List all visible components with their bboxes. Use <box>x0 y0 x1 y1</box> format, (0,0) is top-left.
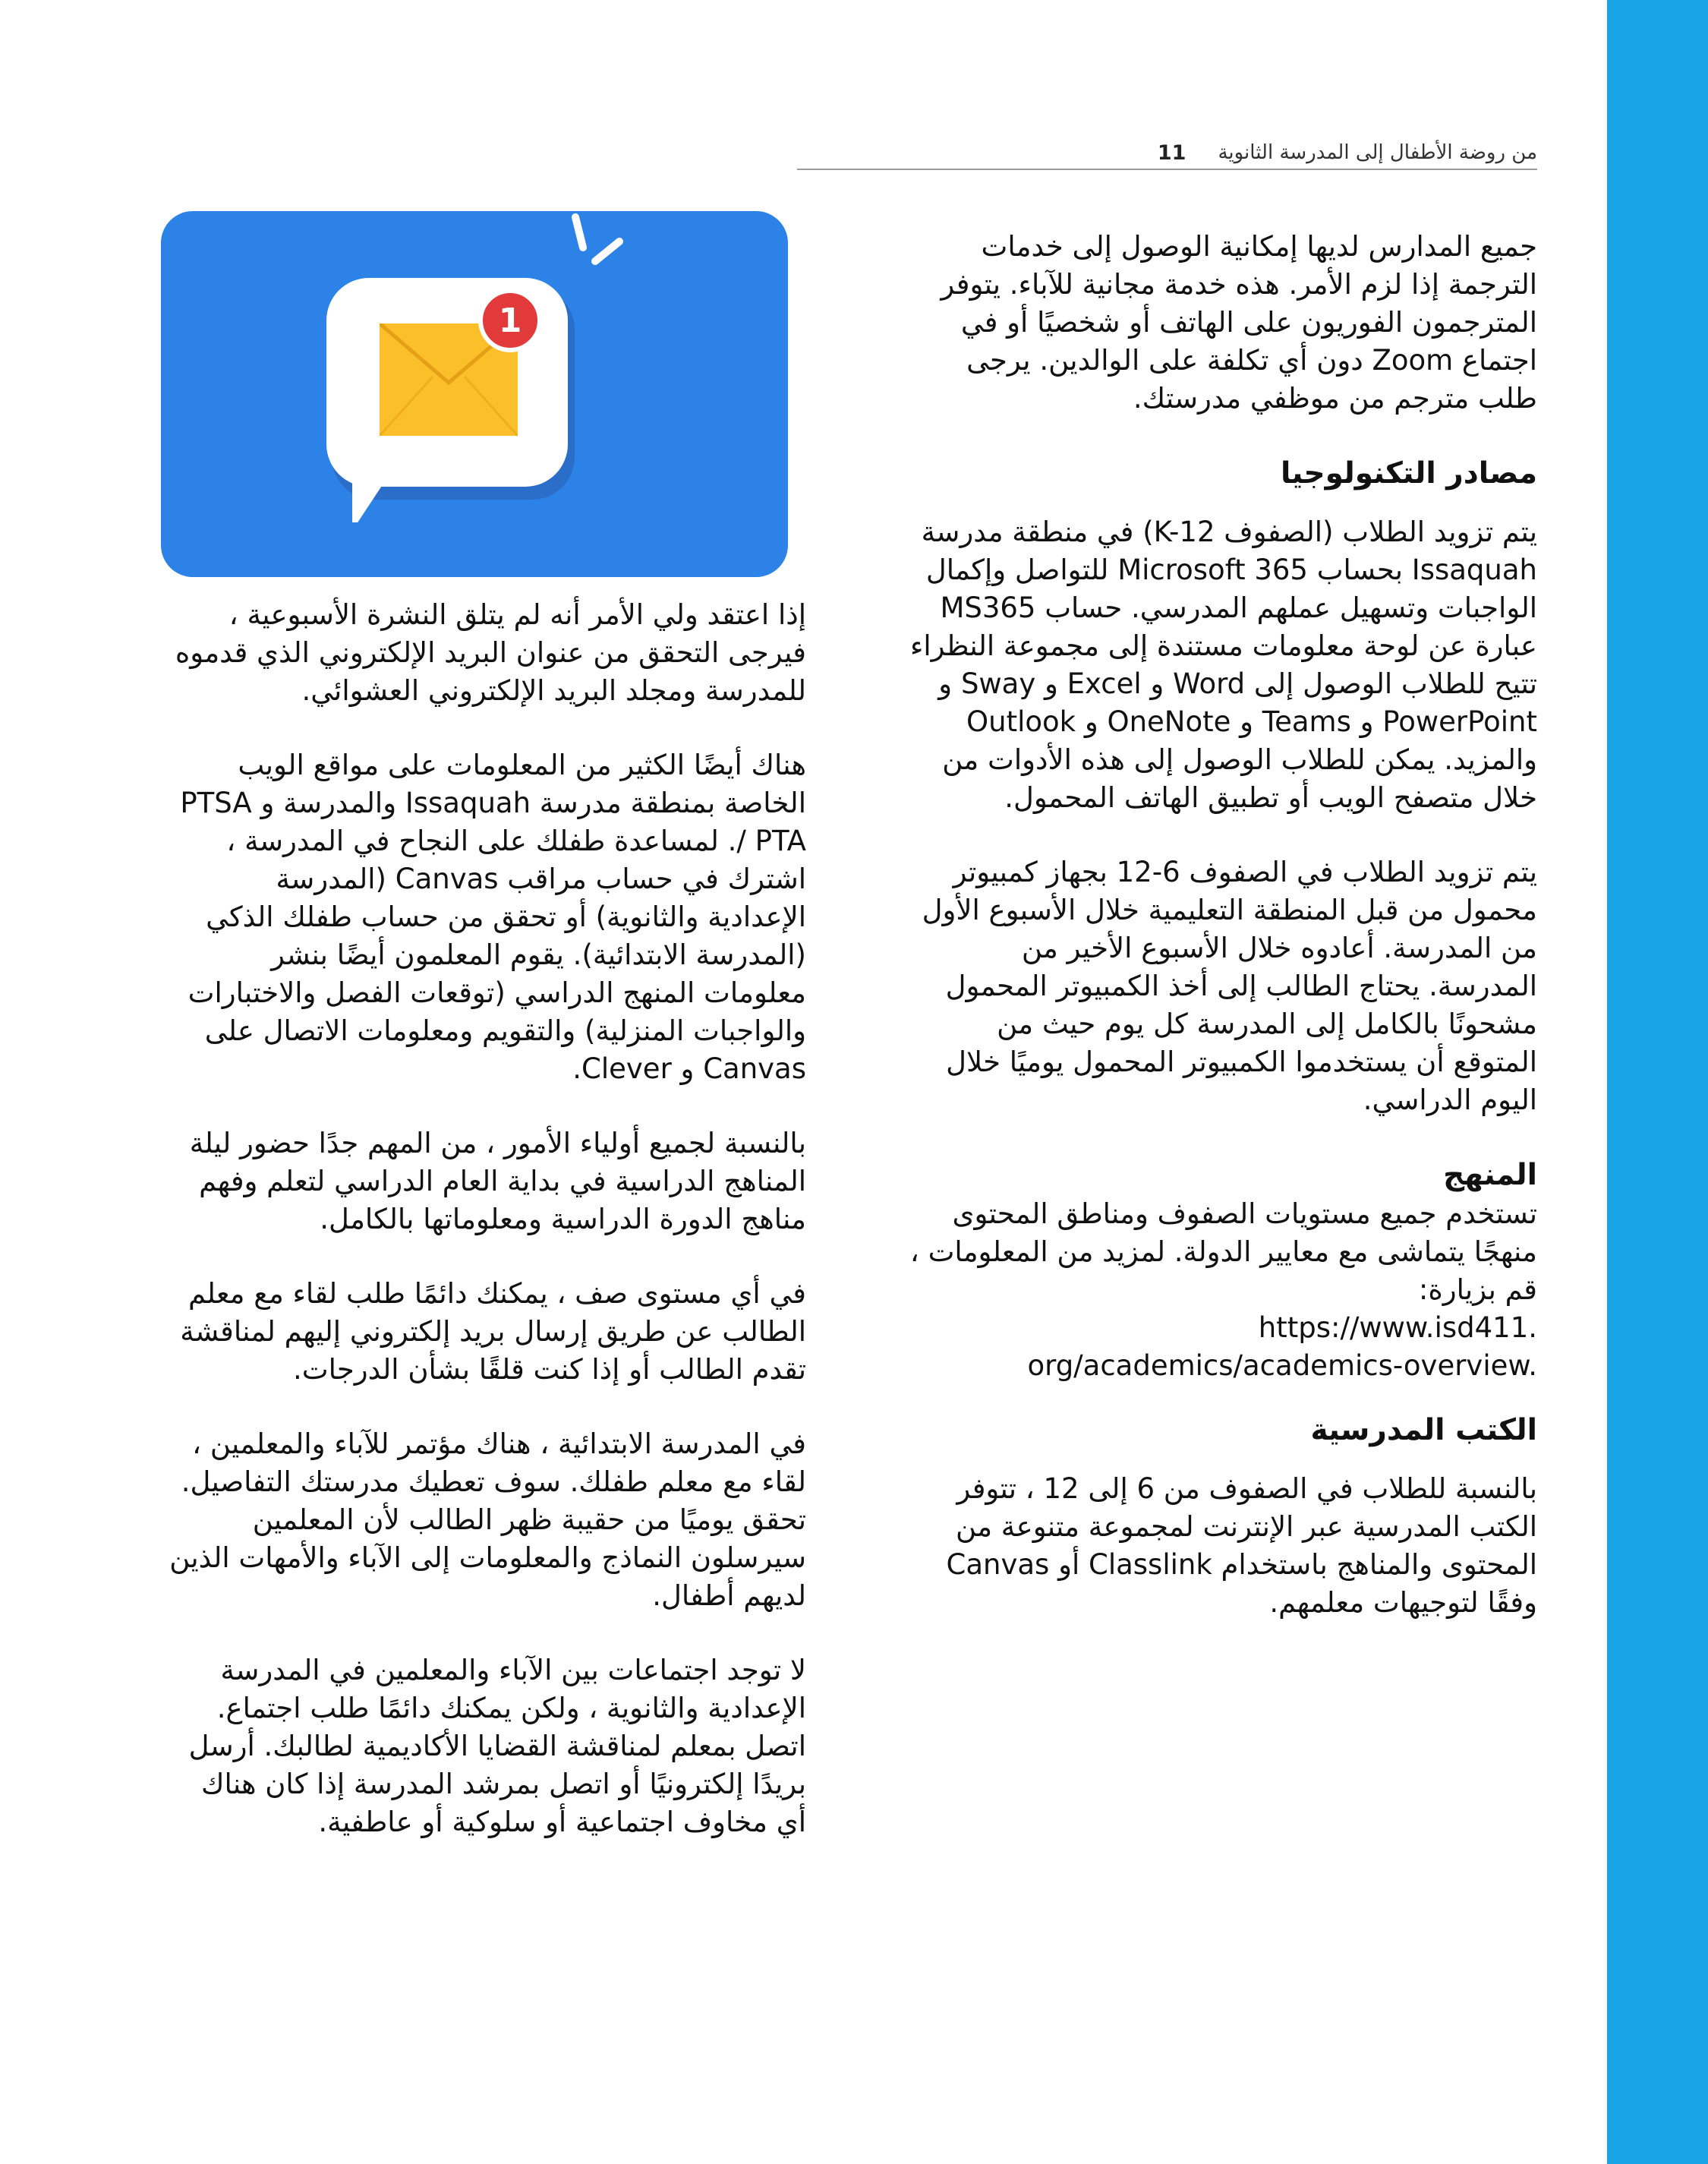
textbooks-section <box>907 1411 1537 1622</box>
technology-heading: مصادر التكنولوجيا <box>1280 456 1537 491</box>
notification-badge: 1 <box>478 289 542 352</box>
elementary-conference-paragraph: في المدرسة الابتدائية ، هناك مؤتمر للآباء والمعلمين ، لقاء مع معلم طفلك. سوف تعطيك مدرستك التفاصيل. تحقق يوميًا من حقيبة ظهر الطالب لأن المعلمين سيرسلون النماذج والمعلومات إلى الآباء والأمهات الذين لديهم أطفال. <box>169 1427 806 1612</box>
secondary-meetings-paragraph: لا توجد اجتماعات بين الآباء والمعلمين في المدرسة الإعدادية والثانوية ، ولكن يمكنك دائمًا طلب اجتماع. اتصل بمعلم لمناقشة القضايا الأكاديمية لطالبك. أرسل بريدًا إلكترونيًا أو اتصل بمرشد المدرسة إذا كان هناك أي مخاوف اجتماعية أو سلوكية أو عاطفية. <box>188 1654 806 1838</box>
curriculum-heading: المنهج <box>1443 1158 1537 1192</box>
translation-paragraph: جميع المدارس لديها إمكانية الوصول إلى خدمات الترجمة إذا لزم الأمر. هذه خدمة مجانية للآباء. يتوفر المترجمون الفوريون على الهاتف أو شخصيًا أو في اجتماع Zoom دون أي تكلفة على الوالدين. يرجى طلب مترجم من موظفي مدرستك. <box>941 230 1537 415</box>
curriculum-link-part-1[interactable]: https://www.isd411. <box>1258 1311 1537 1344</box>
technology-section <box>907 454 1537 1119</box>
page-number: 11 <box>1157 140 1186 165</box>
curriculum-section <box>907 1156 1537 1385</box>
curriculum-link-part-2[interactable]: org/academics/academics-overview. <box>1027 1349 1537 1382</box>
curriculum-text: تستخدم جميع مستويات الصفوف ومناطق المحتوى منهجًا يتماشى مع معايير الدولة. لمزيد من المعلومات ، قم بزيارة: <box>909 1197 1537 1306</box>
curriculum-night-paragraph: بالنسبة لجميع أولياء الأمور ، من المهم جدًا حضور ليلة المناهج الدراسية في بداية العام الدراسي لتعلم وفهم مناهج الدورة الدراسية ومعلوماتها بالكامل. <box>189 1127 806 1235</box>
header-title: من روضة الأطفال إلى المدرسة الثانوية <box>1218 141 1537 164</box>
right-column <box>907 228 1537 1658</box>
left-column <box>169 596 806 1878</box>
email-notification-graphic <box>161 211 788 577</box>
teacher-meeting-paragraph: في أي مستوى صف ، يمكنك دائمًا طلب لقاء مع معلم الطالب عن طريق إرسال بريد إلكتروني إليهم لمناقشة تقدم الطالب أو إذا كنت قلقًا بشأن الدرجات. <box>180 1277 806 1386</box>
newsletter-paragraph: إذا اعتقد ولي الأمر أنه لم يتلق النشرة الأسبوعية ، فيرجى التحقق من عنوان البريد الإلكتروني الذي قدموه للمدرسة ومجلد البريد الإلكتروني العشوائي. <box>175 598 806 707</box>
notification-rays-icon <box>548 211 632 287</box>
websites-paragraph: هناك أيضًا الكثير من المعلومات على مواقع الويب الخاصة بمنطقة مدرسة Issaquah والمدرسة و PTSA / PTA. لمساعدة طفلك على النجاح في المدرسة ، اشترك في حساب مراقب Canvas (المدرسة الإعدادية والثانوية) أو تحقق من حساب طفلك الذكي (المدرسة الابتدائية). يقوم المعلمون أيضًا بنشر معلومات المنهج الدراسي (توقعات الفصل والاختبارات والواجبات المنزلية) والتقويم ومعلومات الاتصال على Canvas و Clever. <box>180 749 806 1085</box>
technology-paragraph-2: يتم تزويد الطلاب في الصفوف 6-12 بجهاز كمبيوتر محمول من قبل المنطقة التعليمية خلال الأسبوع الأول من المدرسة. أعادوه خلال الأسبوع الأخير من المدرسة. يحتاج الطالب إلى أخذ الكمبيوتر المحمول مشحونًا بالكامل إلى المدرسة كل يوم حيث من المتوقع أن يستخدموا الكمبيوتر المحمول يوميًا خلال اليوم الدراسي. <box>922 856 1537 1116</box>
curriculum-paragraph <box>907 1195 1537 1385</box>
textbooks-paragraph: بالنسبة للطلاب في الصفوف من 6 إلى 12 ، تتوفر الكتب المدرسية عبر الإنترنت لمجموعة متنوعة من المحتوى والمناهج باستخدام Classlink أو Canvas وفقًا لتوجيهات معلمهم. <box>946 1472 1537 1619</box>
technology-paragraph-1: يتم تزويد الطلاب (الصفوف K-12) في منطقة مدرسة Issaquah بحساب Microsoft 365 للتواصل وإكمال الواجبات وتسهيل عملهم المدرسي. حساب MS365 عبارة عن لوحة معلومات مستندة إلى مجموعة النظراء تتيح للطلاب الوصول إلى Word و Excel و Sway و PowerPoint و Teams و OneNote و Outlook والمزيد. يمكن للطلاب الوصول إلى هذه الأدوات من خلال متصفح الويب أو تطبيق الهاتف المحمول. <box>909 516 1537 814</box>
side-color-bar <box>1607 0 1708 2164</box>
running-header <box>797 137 1537 169</box>
textbooks-heading: الكتب المدرسية <box>1310 1413 1537 1447</box>
header-divider <box>797 169 1537 170</box>
